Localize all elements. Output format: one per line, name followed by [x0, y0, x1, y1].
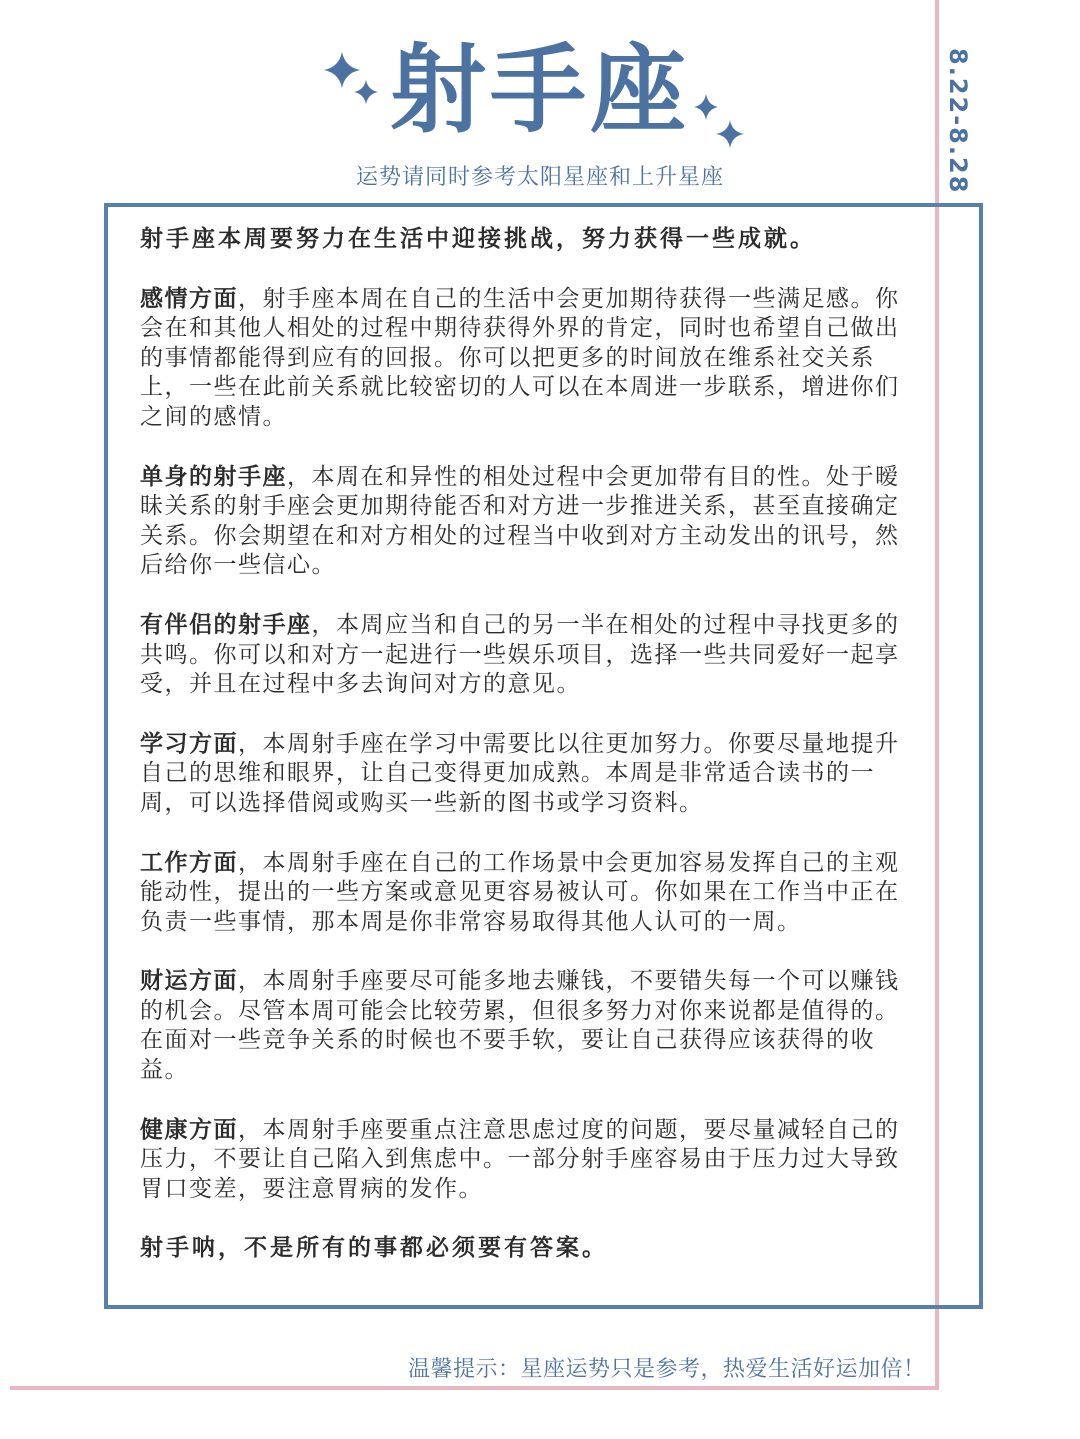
section-text: ，射手座本周在自己的生活中会更加期待获得一些满足感。你会在和其他人相处的过程中期待获得外界的肯定，同时也希望自己做出的事情都能得到应有的回报。你可以把更多的时间放在维系社交关系上，一些在此前关系就比较密切的人可以在本周进一步联系，增进你们之间的感情。	[140, 285, 900, 430]
section-text: ，本周射手座在学习中需要比以往更加努力。你要尽量地提升自己的思维和眼界，让自己变得更加成熟。本周是非常适合读书的一周，可以选择借阅或购买一些新的图书或学习资料。	[140, 730, 900, 816]
section-label: 有伴侣的射手座	[140, 611, 312, 638]
section-text: ，本周射手座要重点注意思虑过度的问题，要尽量减轻自己的压力，不要让自己陷入到焦虑中。一部分射手座容易由于压力过大导致胃口变差，要注意胃病的发作。	[140, 1116, 900, 1202]
intro-text: 射手座本周要努力在生活中迎接挑战，努力获得一些成就。	[140, 226, 816, 252]
section-text: ，本周射手座要尽可能多地去赚钱，不要错失每一个可以赚钱的机会。尽管本周可能会比较劳累，但很多努力对你来说都是值得的。在面对一些竞争关系的时候也不要手软，要让自己获得应该获得的收益。	[140, 968, 900, 1084]
section-health	[140, 1116, 915, 1205]
section-label: 工作方面	[140, 849, 238, 876]
section-text: ，本周射手座在自己的工作场景中会更加容易发挥自己的主观能动性，提出的一些方案或意见更容易被认可。你如果在工作当中正在负责一些事情，那本周是你非常容易取得其他人认可的一周。	[140, 849, 900, 935]
footer-tip: 温馨提示：星座运势只是参考，热爱生活好运加倍！	[408, 1357, 926, 1382]
section-label: 单身的射手座	[140, 463, 287, 490]
section-label: 感情方面	[140, 285, 238, 312]
pink-horizontal-line	[10, 1386, 939, 1390]
section-label: 健康方面	[140, 1116, 238, 1143]
section-partnered	[140, 611, 915, 700]
page-title: 射手座	[390, 34, 690, 146]
section-label: 财运方面	[140, 968, 238, 995]
section-study	[140, 730, 915, 819]
section-wealth	[140, 967, 915, 1085]
closing-text: 射手呐，不是所有的事都必须要有答案。	[140, 1235, 608, 1262]
horoscope-content	[140, 225, 915, 1294]
content-box	[104, 203, 983, 1309]
page-subtitle: 运势请同时参考太阳星座和上升星座	[355, 165, 724, 190]
section-label: 学习方面	[140, 730, 238, 757]
date-range: 8.22-8.28	[944, 48, 972, 195]
section-work	[140, 849, 915, 938]
section-single	[140, 463, 915, 581]
section-text: ，本周应当和自己的另一半在相处的过程中寻找更多的共鸣。你可以和对方一起进行一些娱乐项目，选择一些共同爱好一起享受，并且在过程中多去询问对方的意见。	[140, 611, 900, 698]
section-text: ，本周在和异性的相处过程中会更加带有目的性。处于暧昧关系的射手座会更加期待能否和对方进一步推进关系，甚至直接确定关系。你会期望在和对方相处的过程当中收到对方主动发出的讯号，然后给你一些信心。	[140, 463, 900, 579]
section-love	[140, 285, 915, 433]
